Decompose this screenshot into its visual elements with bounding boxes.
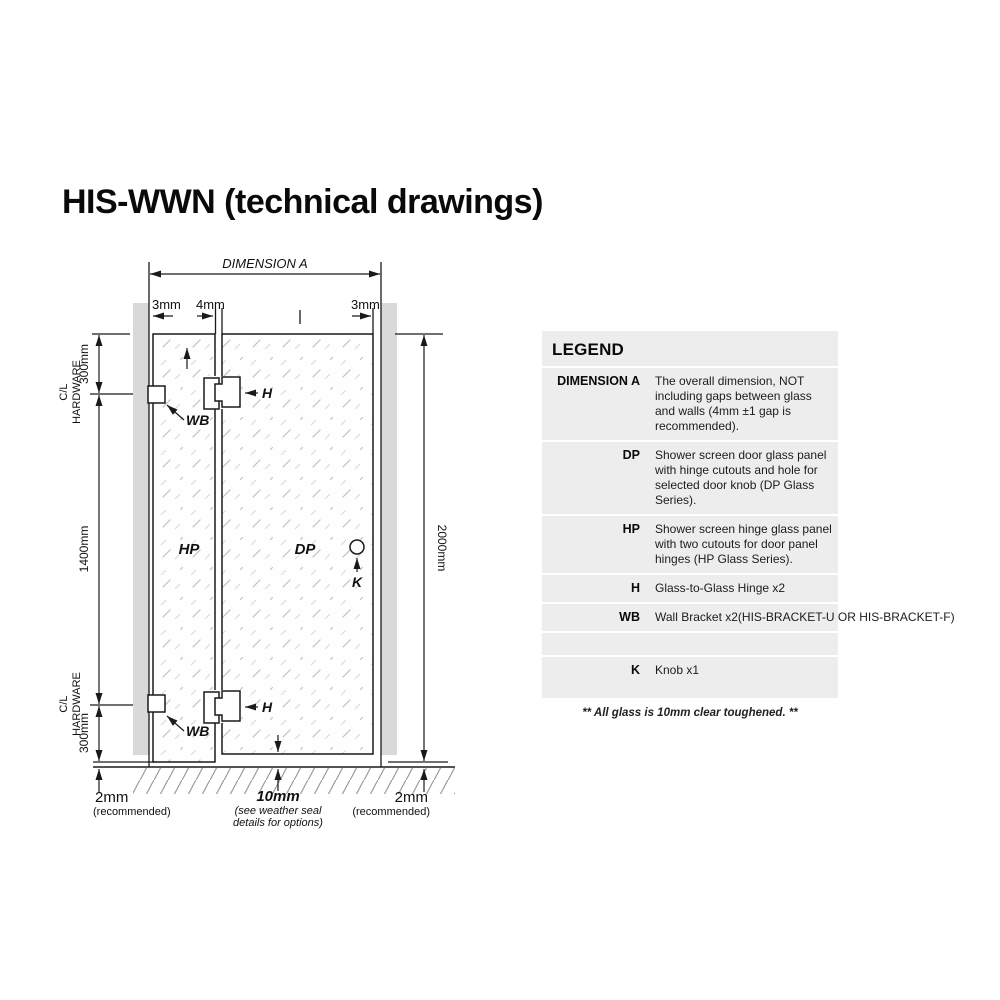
legend-row-empty	[542, 633, 838, 657]
floor-gap-left-note: (recommended)	[93, 806, 171, 818]
knob-symbol	[350, 540, 364, 554]
legend-row-dp	[542, 442, 838, 516]
wall-bracket-bottom-label: WB	[186, 723, 210, 739]
hardware-bottom-label: HARDWARE	[71, 672, 83, 736]
door-floor-gap-label: 10mm	[256, 788, 300, 805]
gap-panels-label: 4mm	[196, 297, 225, 312]
legend-desc: Wall Bracket x2(HIS-BRACKET-U OR HIS-BRACKET-F)	[655, 610, 955, 624]
door-floor-gap-note1: (see weather seal	[234, 805, 322, 817]
legend-term	[552, 639, 640, 649]
hinge-top-label: H	[262, 385, 273, 401]
hardware-spacing-label: 1400mm	[77, 525, 91, 573]
gap-left-label: 3mm	[152, 297, 181, 312]
hinge-bottom-label: H	[262, 699, 273, 715]
wall-right	[381, 303, 397, 755]
legend-desc: Knob x1	[655, 663, 700, 677]
door-panel-label: DP	[294, 541, 316, 558]
glass-hinge-bottom	[203, 690, 241, 723]
door-floor-gap-note2: details for options)	[233, 817, 323, 829]
legend-title: LEGEND	[542, 331, 838, 368]
wall-bracket-top-label: WB	[186, 412, 210, 428]
legend-row-wb	[542, 604, 955, 633]
legend-row-k	[542, 657, 838, 698]
wall-bracket-bottom	[148, 695, 165, 712]
floor-gap-right-label: 2mm	[394, 789, 428, 806]
page-title: HIS-WWN (technical drawings)	[62, 183, 543, 221]
hinge-panel-label: HP	[178, 541, 200, 558]
floor-gap-right-note: (recommended)	[352, 806, 430, 818]
legend-panel	[542, 331, 955, 698]
legend-term: H	[630, 581, 640, 595]
legend-term: HP	[622, 522, 640, 536]
cl-bottom-label: C/L	[58, 695, 70, 713]
legend-row-h	[542, 575, 838, 604]
overall-height-label: 2000mm	[435, 524, 449, 572]
legend-desc: Shower screen hinge glass panel with two cutouts for door panel hinges (HP Glass Series).	[655, 522, 832, 566]
legend-term: DIMENSION A	[557, 374, 640, 388]
top-offset-label: 300mm	[77, 343, 91, 385]
legend-row-hp	[542, 516, 838, 575]
wall-left	[133, 303, 149, 755]
bottom-offset-label: 300mm	[77, 712, 91, 754]
floor-gap-left-label: 2mm	[95, 789, 129, 806]
legend-desc: The overall dimension, NOT including gaps between glass and walls (4mm ±1 gap is recommended).	[655, 374, 812, 433]
glass-hinge-top	[203, 376, 241, 409]
legend-term: K	[630, 663, 640, 677]
glass-footnote: ** All glass is 10mm clear toughened. **	[582, 707, 798, 719]
legend-row-dimension-a	[542, 368, 838, 442]
knob-label: K	[351, 574, 363, 590]
legend-desc: Shower screen door glass panel with hinge cutouts and hole for selected door knob (DP Glass Series).	[655, 448, 827, 507]
cl-top-label: C/L	[58, 383, 70, 401]
gap-right-label: 3mm	[351, 297, 380, 312]
legend-term: DP	[622, 448, 640, 462]
legend-desc	[655, 639, 834, 649]
wall-bracket-top	[148, 386, 165, 403]
legend-desc: Glass-to-Glass Hinge x2	[655, 581, 786, 595]
dimension-a-label: DIMENSION A	[222, 256, 308, 271]
hardware-top-label: HARDWARE	[71, 360, 83, 424]
legend-term: WB	[619, 610, 640, 624]
